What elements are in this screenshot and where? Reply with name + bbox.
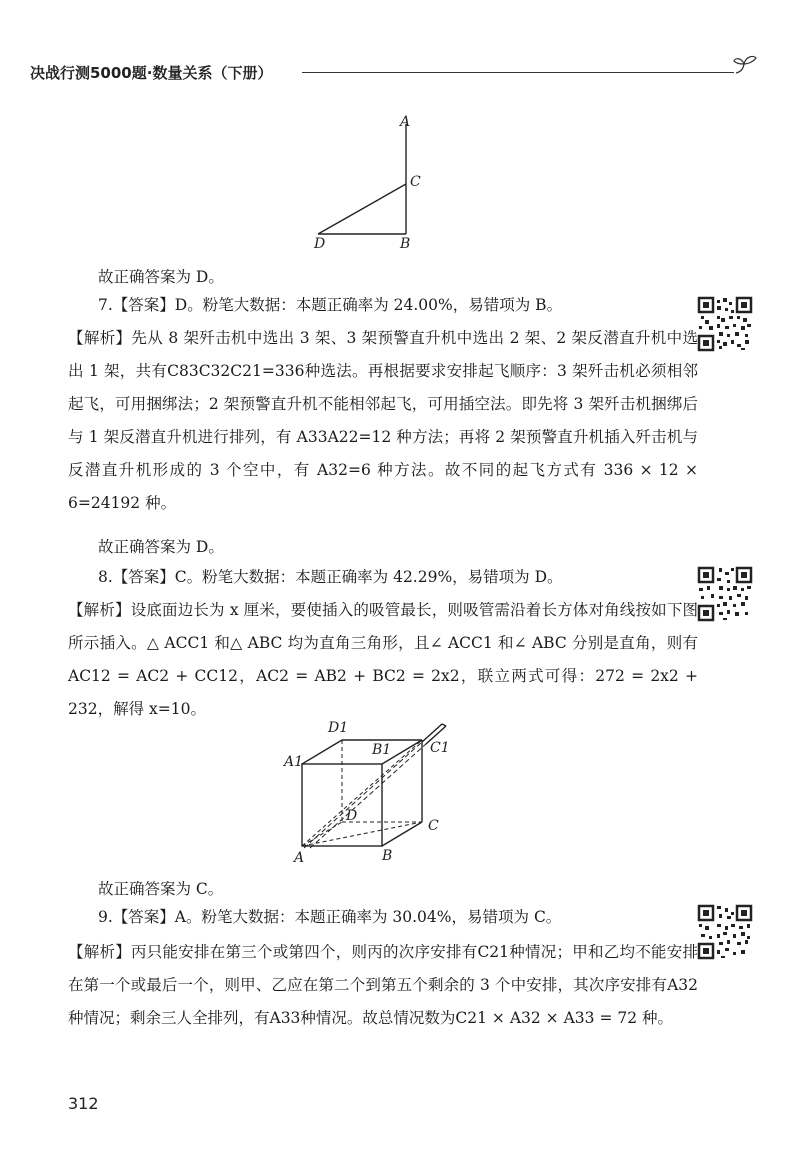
q9-qr-code[interactable] <box>697 904 753 960</box>
page-number: 312 <box>68 1094 99 1113</box>
q7-explanation: 【解析】先从 8 架歼击机中选出 3 架、3 架预警直升机中选出 2 架、2 架反潜直升机中选出 1 架，共有C83C32C21=336种选法。再根据要求安排起飞顺序：3 架歼击机必须相邻起飞，可用捆绑法；2 架预警直升机不能相邻起飞，可用插空法。即先将 3 架歼击机捆绑后与 1 架反潜直升机进行排列，有 A33A22=12 种方法；再将 2 架预警直升机插入歼击机与反潜直升机形成的 3 个空中，有 A32=6 种方法。故不同的起飞方式有 336 × 12 × 6=24192 种。 <box>68 329 698 512</box>
label-b1: B1 <box>372 742 392 758</box>
label-a: A <box>400 114 411 130</box>
q8-conclusion: 故正确答案为 C。 <box>98 880 224 898</box>
label-a: A <box>294 850 305 866</box>
running-header-title: 决战行测5000题·数量关系（下册） <box>30 64 273 82</box>
triangle-figure <box>300 112 430 252</box>
label-d1: D1 <box>328 720 349 736</box>
q7-conclusion: 故正确答案为 D。 <box>98 538 224 556</box>
header-rule <box>302 72 734 73</box>
q7-answer-line: 7.【答案】D。粉笔大数据：本题正确率为 24.00%，易错项为 B。 <box>98 296 563 314</box>
label-a1: A1 <box>284 754 304 770</box>
q7-qr-code[interactable] <box>697 296 753 352</box>
q9-answer-line: 9.【答案】A。粉笔大数据：本题正确率为 30.04%，易错项为 C。 <box>98 908 562 926</box>
cuboid-figure <box>282 712 472 872</box>
segment-dc <box>318 184 406 234</box>
label-c: C <box>410 174 421 190</box>
label-c: C <box>428 818 439 834</box>
q8-explanation: 【解析】设底面边长为 x 厘米，要使插入的吸管最长，则吸管需沿着长方体对角线按如下图所示插入。△ ACC1 和△ ABC 均为直角三角形，且∠ ACC1 和∠ ABC 分别是直角，则有AC12 = AC2 + CC12，AC2 = AB2 + BC2 = 2x2，联立两式可得：272 = 2x2 + 232，解得 x=10。 <box>68 601 698 718</box>
q8-answer-line: 8.【答案】C。粉笔大数据：本题正确率为 42.29%，易错项为 D。 <box>98 568 563 586</box>
q6-conclusion: 故正确答案为 D。 <box>98 268 224 286</box>
label-d: D <box>346 808 358 824</box>
q9-explanation: 【解析】丙只能安排在第三个或第四个，则丙的次序安排有C21种情况；甲和乙均不能安排在第一个或最后一个，则甲、乙应在第二个到第五个剩余的 3 个中安排，其次序安排有A32种情况；剩余三人全排列，有A33种情况。故总情况数为C21 × A32 × A33 = 72 种。 <box>68 943 698 1027</box>
sprout-icon <box>732 52 760 78</box>
label-b: B <box>382 848 393 864</box>
label-b: B <box>400 236 411 252</box>
label-d: D <box>314 236 326 252</box>
label-c1: C1 <box>430 740 450 756</box>
q8-qr-code[interactable] <box>697 566 753 622</box>
